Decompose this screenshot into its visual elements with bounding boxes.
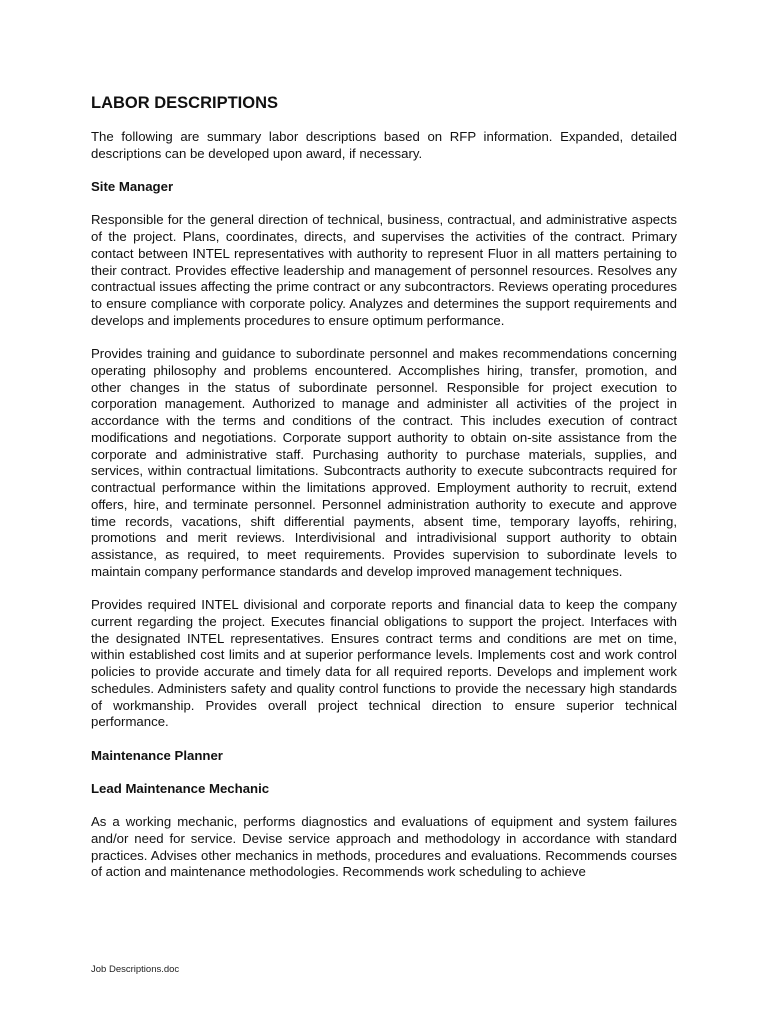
document-title: LABOR DESCRIPTIONS xyxy=(91,94,279,112)
intro-paragraph: The following are summary labor descriptions based on RFP information. Expanded, detailed descriptions can be developed upon award, if necessary. xyxy=(91,129,677,161)
document-body xyxy=(91,93,677,898)
footer-filename: Job Descriptions.doc xyxy=(91,964,180,975)
site-manager-paragraph-1: Responsible for the general direction of technical, business, contractual, and administrative aspects of the project. Plans, coordinates, directs, and supervises the activities of the contract. Primary contact between INTEL representatives with authority to represent Fluor in all matters pertaining to their contract. Provides effective leadership and management of personnel resources. Resolves any contractual issues affecting the prime contract or any subcontractors. Reviews operating procedures to ensure compliance with corporate policy. Analyzes and determines the support requirements and develops and implements procedures to ensure optimum performance. xyxy=(91,212,677,328)
site-manager-paragraph-2: Provides training and guidance to subordinate personnel and makes recommendations concerning operating philosophy and problems encountered. Accomplishes hiring, transfer, promotion, and other changes in the status of subordinate personnel. Responsible for project execution to corporation management. Authorized to manage and administer all activities of the project in accordance with the terms and conditions of the contract. This includes execution of contract modifications and negotiations. Corporate support authority to obtain on-site assistance from the corporate and administrative staff. Purchasing authority to purchase materials, supplies, and services, within contractual limitations. Subcontracts authority to execute subcontracts required for contractual performance within the limitations approved. Employment authority to recruit, extend offers, hire, and terminate personnel. Personnel administration authority to execute and approve time records, vacations, shift differential payments, absent time, temporary layoffs, rehiring, promotions and merit reviews. Interdivisional and intradivisional support authority to obtain assistance, as required, to meet requirements. Provides supervision to subordinate levels to maintain company performance standards and develop improved management techniques. xyxy=(91,346,677,579)
lead-mechanic-paragraph-1: As a working mechanic, performs diagnostics and evaluations of equipment and system failures and/or need for service. Devise service approach and methodology in accordance with standard practices. Advises other mechanics in methods, procedures and evaluations. Recommends courses of action and maintenance methodologies. Recommends work scheduling to achieve xyxy=(91,814,677,880)
section-heading-lead-maintenance-mechanic: Lead Maintenance Mechanic xyxy=(91,780,270,796)
section-heading-site-manager: Site Manager xyxy=(91,179,174,194)
section-heading-maintenance-planner: Maintenance Planner xyxy=(91,747,223,763)
site-manager-paragraph-3: Provides required INTEL divisional and corporate reports and financial data to keep the company current regarding the project. Executes financial obligations to support the project. Interfaces with the designated INTEL representatives. Ensures contract terms and conditions are met on time, within established cost limits and at superior performance levels. Implements cost and work control policies to provide accurate and timely data for all required reports. Develops and implement work schedules. Administers safety and quality control functions to provide the necessary high standards of workmanship. Provides overall project technical direction to ensure superior technical performance. xyxy=(91,597,677,730)
